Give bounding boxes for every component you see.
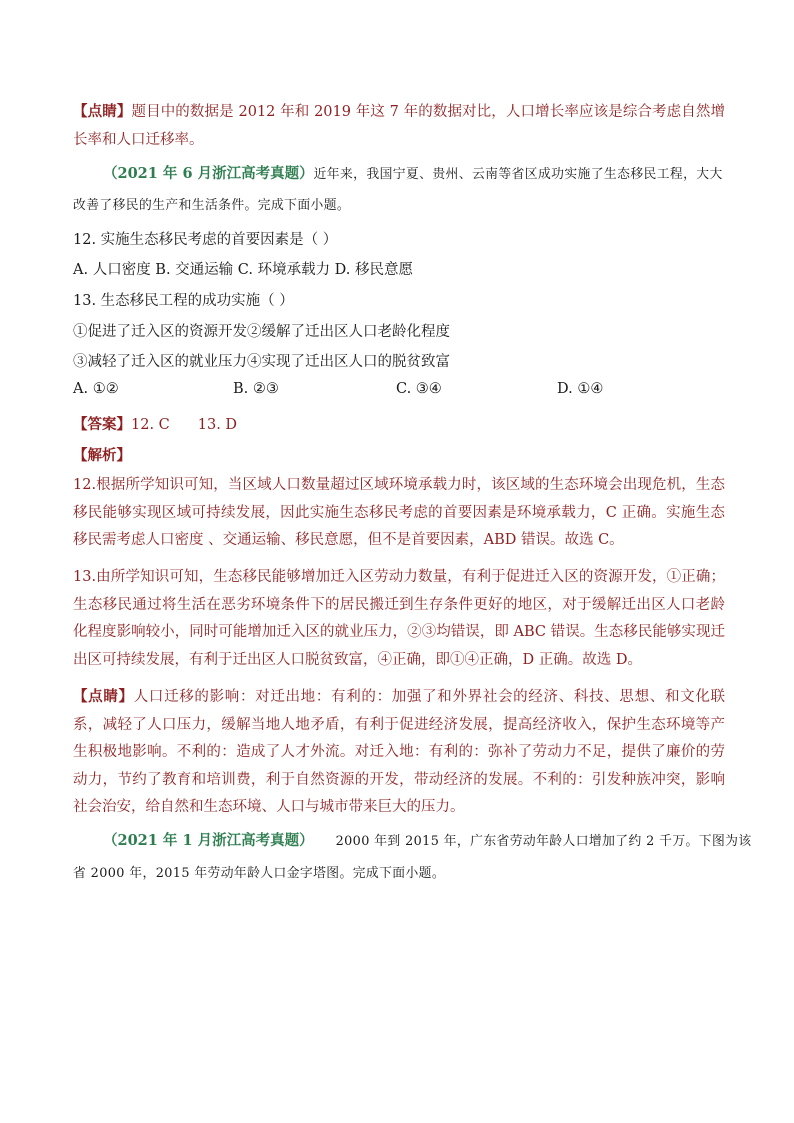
exam-source: （2021 年 6 月浙江高考真题） bbox=[103, 165, 314, 182]
option-b: B. ②③ bbox=[233, 381, 279, 397]
dianjing-paragraph-2 bbox=[73, 683, 725, 822]
question-intro-2 bbox=[103, 829, 752, 850]
dianjing-tag: 【点睛】 bbox=[73, 688, 134, 705]
question-12-options: A. 人口密度 B. 交通运输 C. 环境承载力 D. 移民意愿 bbox=[73, 262, 414, 278]
dianjing-text: 题目中的数据是 2012 年和 2019 年这 7 年的数据对比，人口增长率应该是综合考虑自然增长率和人口迁移率。 bbox=[73, 104, 726, 148]
intro-line-2: 省 2000 年，2015 年劳动年龄人口金字塔图。完成下面小题。 bbox=[73, 866, 446, 881]
question-13-item-2: ③减轻了迁入区的就业压力④实现了迁出区人口的脱贫致富 bbox=[73, 354, 450, 370]
dianjing-tag: 【点睛】 bbox=[73, 103, 132, 120]
answer-13: 13. D bbox=[197, 417, 238, 433]
question-intro-1 bbox=[103, 162, 723, 183]
option-c: C. ③④ bbox=[396, 381, 442, 397]
option-a: A. ①② bbox=[73, 381, 119, 397]
question-13-stem: 13. 生态移民工程的成功实施（ ） bbox=[73, 293, 294, 309]
intro-line: 近年来，我国宁夏、贵州、云南等省区成功实施了生态移民工程，大大 bbox=[313, 167, 723, 182]
dianjing-paragraph-1 bbox=[73, 98, 725, 154]
dianjing-text: 人口迁移的影响：对迁出地：有利的：加强了和外界社会的经济、科技、思想、和文化联系，减轻了人口压力，缓解当地人地矛盾，有利于促进经济发展，提高经济收入，保护生态环境等产生积极地影响。不利的：造成了人才外流。对迁入地：有利的：弥补了劳动力不足，提供了廉价的劳动力，节约了教育和培训费，利于自然资源的开发，带动经济的发展。不利的：引发种族冲突，影响社会治安，给自然和生态环境、人口与城市带来巨大的压力。 bbox=[73, 689, 726, 815]
exam-source: （2021 年 1 月浙江高考真题） bbox=[103, 832, 314, 849]
analysis-tag: 【解析】 bbox=[73, 447, 131, 464]
answer-line bbox=[73, 413, 237, 434]
question-13-item-1: ①促进了迁入区的资源开发②缓解了迁出区人口老龄化程度 bbox=[73, 324, 450, 340]
answer-12: 12. C bbox=[131, 417, 170, 433]
intro-line-2: 改善了移民的生产和生活条件。完成下面小题。 bbox=[73, 198, 351, 213]
question-12-stem: 12. 实施生态移民考虑的首要因素是（ ） bbox=[73, 232, 338, 248]
analysis-12: 12.根据所学知识可知，当区域人口数量超过区域环境承载力时，该区域的生态环境会出现危机，生态移民能够实现区域可持续发展，因此实施生态移民考虑的首要因素是环境承载力，C 正确。实施生态移民需考虑人口密度 、交通运输、移民意愿，但不是首要因素，ABD 错误。故选 C。 bbox=[73, 477, 725, 548]
option-d: D. ①④ bbox=[557, 381, 604, 397]
intro-line: 2000 年到 2015 年，广东省劳动年龄人口增加了约 2 千万。下图为该 bbox=[335, 834, 752, 849]
answer-tag: 【答案】 bbox=[73, 416, 131, 433]
analysis-13: 13.由所学知识可知，生态移民能够增加迁入区劳动力数量，有利于促进迁入区的资源开发，①正确；生态移民通过将生活在恶劣环境条件下的居民搬迁到生存条件更好的地区，对于缓解迁出区人口老龄化程度影响较小，同时可能增加迁入区的就业压力，②③均错误，即 ABC 错误。生态移民能够实现迁出区可持续发展，有利于迁出区人口脱贫致富，④正确，即①④正确，D 正确。故选 D。 bbox=[73, 569, 725, 668]
